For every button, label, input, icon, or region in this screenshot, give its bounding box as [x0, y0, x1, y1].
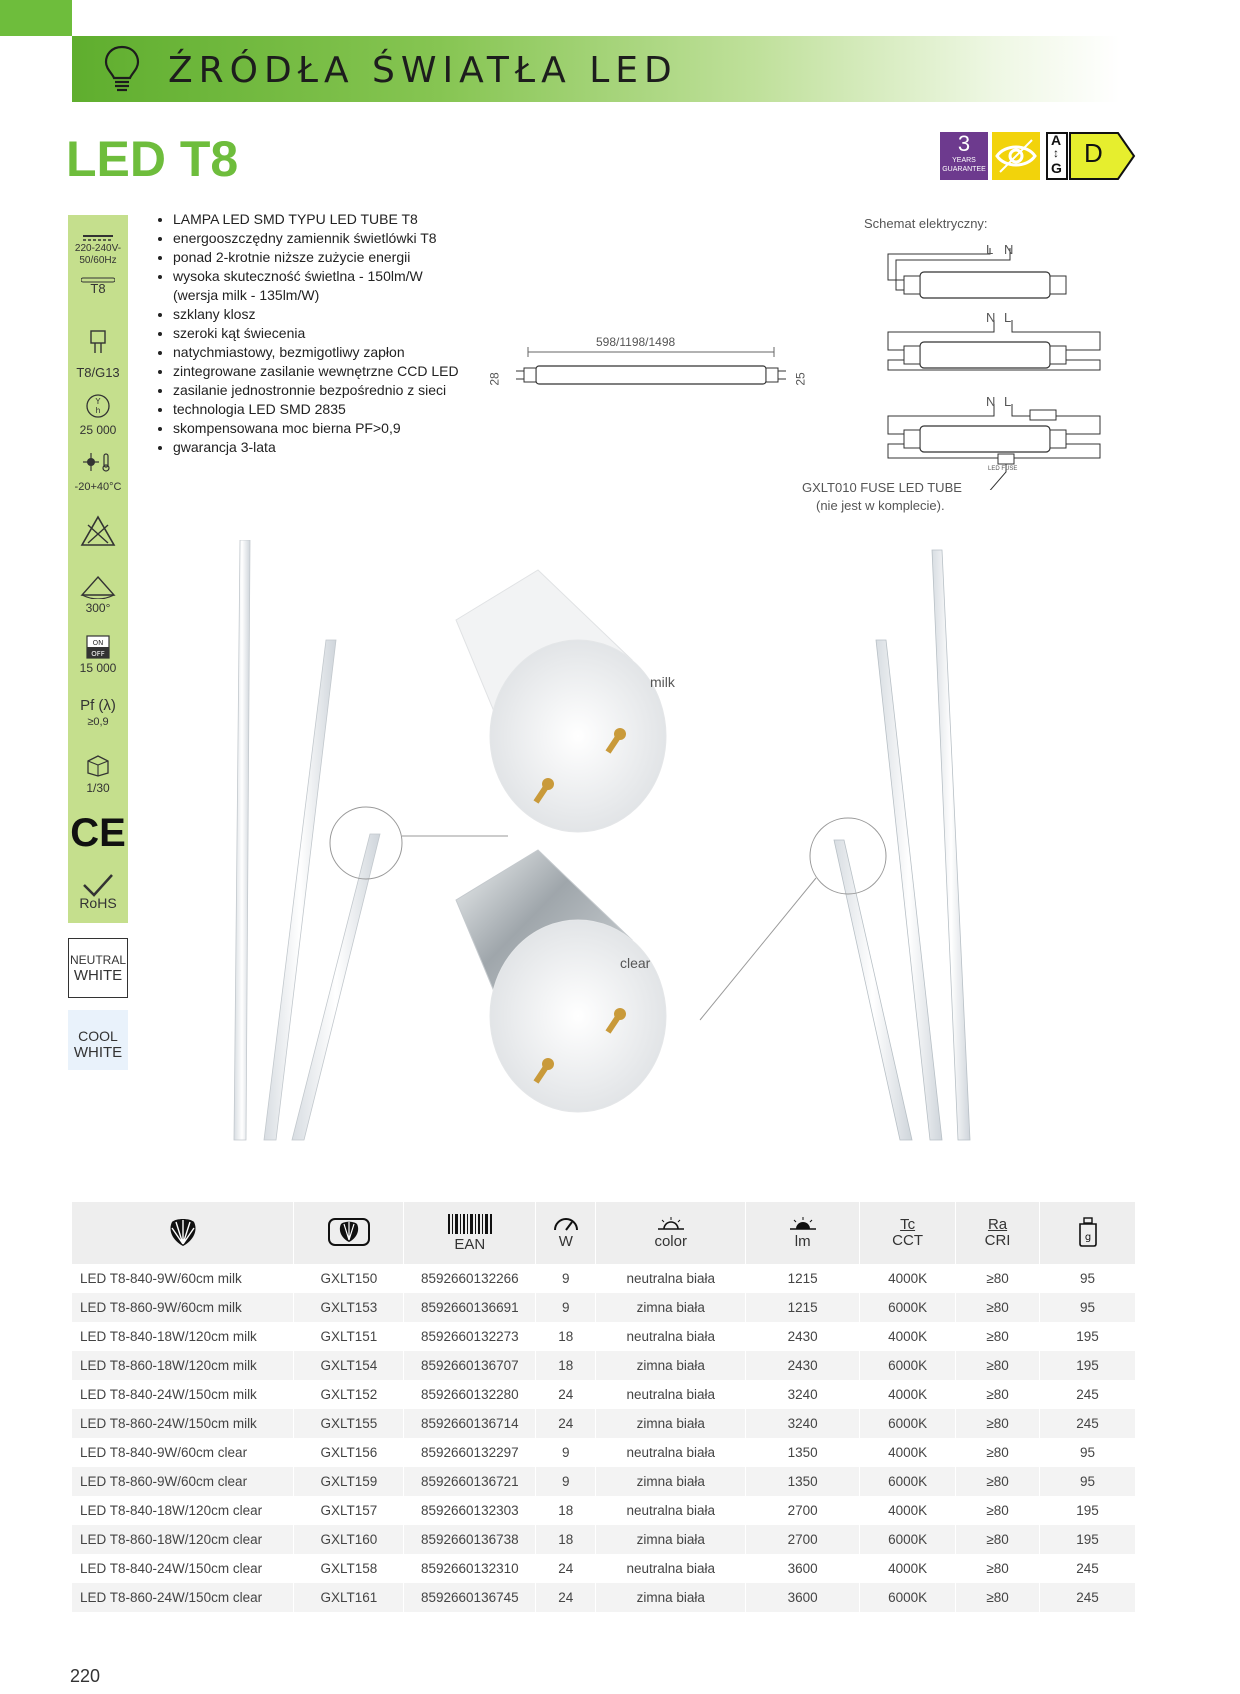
guarantee-text-years: YEARS: [952, 157, 976, 164]
cell-watt: 24: [536, 1583, 596, 1612]
cell-name: LED T8-840-9W/60cm milk: [72, 1264, 294, 1293]
cri-label: CRI: [984, 1232, 1011, 1249]
cell-code: GXLT156: [294, 1438, 404, 1467]
socket-icon: [68, 329, 128, 360]
cell-color: zimna biała: [596, 1525, 746, 1554]
energy-scale-arrow-icon: ↕: [1053, 146, 1059, 160]
cell-lumen: 2700: [746, 1496, 860, 1525]
feature-item: • gwarancja 3-lata: [173, 438, 459, 457]
cell-weight: 245: [1040, 1380, 1136, 1409]
spec-table: [72, 1202, 1136, 1612]
no-recycle-bin-icon: [68, 515, 128, 552]
cell-name: LED T8-840-9W/60cm clear: [72, 1438, 294, 1467]
cell-color: neutralna biała: [596, 1380, 746, 1409]
beam-angle: 300°: [85, 601, 111, 615]
feature-list: [155, 210, 459, 457]
cell-color: zimna biała: [596, 1467, 746, 1496]
cell-weight: 245: [1040, 1554, 1136, 1583]
cell-code: GXLT151: [294, 1322, 404, 1351]
cell-lumen: 3240: [746, 1409, 860, 1438]
cell-cri: ≥80: [956, 1351, 1040, 1380]
table-row: [72, 1554, 1136, 1583]
cell-name: LED T8-840-18W/120cm clear: [72, 1496, 294, 1525]
cell-cct: 6000K: [860, 1525, 956, 1554]
cell-lumen: 2700: [746, 1525, 860, 1554]
cool-label-2: WHITE: [73, 1044, 123, 1061]
schematic-title: Schemat elektryczny:: [864, 216, 988, 231]
eye-safety-badge: [992, 132, 1040, 180]
corner-accent: [0, 0, 72, 36]
socket-type: T8/G13: [76, 365, 120, 380]
cell-ean: 8592660136721: [404, 1467, 536, 1496]
cell-code: GXLT157: [294, 1496, 404, 1525]
schematic-n-3: N: [986, 394, 996, 409]
cell-ean: 8592660136714: [404, 1409, 536, 1438]
cell-lumen: 3600: [746, 1554, 860, 1583]
power-factor-label: Pf (λ): [80, 697, 116, 714]
table-row: [72, 1264, 1136, 1293]
cell-cct: 4000K: [860, 1322, 956, 1351]
cell-color: zimna biała: [596, 1409, 746, 1438]
header-cct: [860, 1202, 956, 1264]
cell-color: zimna biała: [596, 1351, 746, 1380]
cell-weight: 95: [1040, 1293, 1136, 1322]
package-icon: [68, 751, 128, 782]
cell-lumen: 3600: [746, 1583, 860, 1612]
cell-code: GXLT150: [294, 1264, 404, 1293]
cell-color: neutralna biała: [596, 1496, 746, 1525]
feature-item: • LAMPA LED SMD TYPU LED TUBE T8: [173, 210, 459, 229]
cell-ean: 8592660136738: [404, 1525, 536, 1554]
guarantee-text-guarantee: GUARANTEE: [942, 166, 986, 173]
operating-temperature: -20+40°C: [74, 481, 122, 493]
cell-name: LED T8-860-9W/60cm clear: [72, 1467, 294, 1496]
table-row: [72, 1583, 1136, 1612]
ra-label: Ra: [987, 1216, 1008, 1233]
cool-label-1: COOL: [78, 1028, 118, 1044]
table-row: [72, 1467, 1136, 1496]
cell-cri: ≥80: [956, 1293, 1040, 1322]
light-bulb-icon: [102, 44, 142, 94]
tube-photo: [264, 640, 336, 1140]
cell-watt: 9: [536, 1467, 596, 1496]
feature-item: • wysoka skuteczność świetlna - 150lm/W: [173, 267, 459, 286]
cell-code: GXLT153: [294, 1293, 404, 1322]
cell-name: LED T8-860-18W/120cm clear: [72, 1525, 294, 1554]
weight-unit: g: [1084, 1231, 1091, 1243]
package-code-icon: [327, 1216, 371, 1248]
fuse-label-2: (nie jest w komplecie).: [816, 498, 945, 513]
cell-watt: 24: [536, 1409, 596, 1438]
energy-class: D: [1084, 138, 1103, 168]
neutral-label-1: NEUTRAL: [69, 953, 126, 967]
cell-lumen: 1215: [746, 1264, 860, 1293]
header-weight: [1040, 1202, 1136, 1264]
cell-cri: ≥80: [956, 1409, 1040, 1438]
barcode-icon: [447, 1214, 493, 1234]
section-title: ŹRÓDŁA ŚWIATŁA LED: [168, 50, 678, 91]
cell-color: neutralna biała: [596, 1264, 746, 1293]
cell-lumen: 2430: [746, 1351, 860, 1380]
tc-label: Tc: [900, 1216, 916, 1233]
svg-text:h: h: [95, 406, 101, 415]
power-factor-value: ≥0,9: [87, 716, 109, 728]
cell-weight: 245: [1040, 1409, 1136, 1438]
header-watt: [536, 1202, 596, 1264]
header-code: [294, 1202, 404, 1264]
guarantee-years: 3: [957, 131, 971, 156]
cell-ean: 8592660132273: [404, 1322, 536, 1351]
cell-name: LED T8-860-18W/120cm milk: [72, 1351, 294, 1380]
ean-label: EAN: [454, 1235, 486, 1253]
light-color-icon: [656, 1217, 686, 1231]
tube-photo: [234, 540, 250, 1140]
cell-lumen: 1215: [746, 1293, 860, 1322]
cell-watt: 24: [536, 1554, 596, 1583]
cell-name: LED T8-840-18W/120cm milk: [72, 1322, 294, 1351]
cell-name: LED T8-840-24W/150cm clear: [72, 1554, 294, 1583]
cell-cri: ≥80: [956, 1438, 1040, 1467]
schematic-l-1: L: [986, 242, 994, 257]
cell-name: LED T8-860-24W/150cm milk: [72, 1409, 294, 1438]
table-row: [72, 1351, 1136, 1380]
cct-label: CCT: [892, 1232, 923, 1249]
cell-lumen: 1350: [746, 1438, 860, 1467]
switching-cycles: 15 000: [79, 661, 117, 675]
milk-caption: milk: [650, 674, 675, 690]
cell-ean: 8592660132310: [404, 1554, 536, 1583]
tube-diameter-right: 25: [793, 372, 808, 386]
table-row: [72, 1322, 1136, 1351]
energy-scale-top: A: [1051, 132, 1062, 148]
table-row: [72, 1380, 1136, 1409]
cell-watt: 24: [536, 1380, 596, 1409]
weight-icon: [1076, 1216, 1100, 1248]
feature-item: (wersja milk - 135lm/W): [173, 287, 320, 303]
cell-cct: 6000K: [860, 1467, 956, 1496]
schematic-l-3: L: [1004, 394, 1012, 409]
fuse-label-1: GXLT010 FUSE LED TUBE: [802, 480, 962, 495]
cell-weight: 95: [1040, 1438, 1136, 1467]
cell-cct: 4000K: [860, 1438, 956, 1467]
cell-watt: 18: [536, 1496, 596, 1525]
cell-ean: 8592660132266: [404, 1264, 536, 1293]
cell-cct: 6000K: [860, 1409, 956, 1438]
cell-ean: 8592660136691: [404, 1293, 536, 1322]
cell-name: LED T8-860-9W/60cm milk: [72, 1293, 294, 1322]
lifetime-hours: 25 000: [79, 423, 117, 437]
cell-ean: 8592660132280: [404, 1380, 536, 1409]
voltage-line-1: 220-240V-: [74, 243, 122, 254]
feature-item: • natychmiastowy, bezmigotliwy zapłon: [173, 343, 459, 362]
ce-mark: CE: [70, 811, 126, 855]
beam-angle-icon: [68, 575, 128, 604]
table-header-row: [72, 1202, 1136, 1264]
clear-caption: clear: [620, 955, 651, 971]
eye-icon: [992, 132, 1040, 180]
cell-code: GXLT154: [294, 1351, 404, 1380]
cell-cct: 6000K: [860, 1351, 956, 1380]
feature-item: • szklany klosz: [173, 305, 459, 324]
milk-end-cap: [490, 640, 666, 832]
table-row: [72, 1496, 1136, 1525]
voltage-line-2: 50/60Hz: [79, 255, 117, 266]
neutral-label-2: WHITE: [73, 967, 123, 984]
cell-name: LED T8-840-24W/150cm milk: [72, 1380, 294, 1409]
feature-item: • skompensowana moc bierna PF>0,9: [173, 419, 459, 438]
header-color: [596, 1202, 746, 1264]
schematic-n-2: N: [986, 310, 996, 325]
cell-weight: 245: [1040, 1583, 1136, 1612]
cell-cct: 6000K: [860, 1293, 956, 1322]
clear-end-cap: [490, 920, 666, 1112]
cell-weight: 195: [1040, 1496, 1136, 1525]
feature-item: • szeroki kąt świecenia: [173, 324, 459, 343]
cell-ean: 8592660136707: [404, 1351, 536, 1380]
cell-lumen: 2430: [746, 1322, 860, 1351]
color-label: color: [654, 1232, 687, 1250]
product-photos: [220, 540, 980, 1160]
lumen-label: lm: [794, 1232, 811, 1250]
electrical-schematic: [860, 210, 1130, 490]
table-row: [72, 1293, 1136, 1322]
guarantee-badge: [940, 132, 988, 180]
cell-cct: 4000K: [860, 1380, 956, 1409]
cool-white-box: [68, 1010, 128, 1070]
cell-ean: 8592660136745: [404, 1583, 536, 1612]
on-off-switch-icon: [68, 635, 128, 664]
fuse-tag: LED FUSE: [988, 466, 1018, 472]
cell-code: GXLT161: [294, 1583, 404, 1612]
header-product: [72, 1202, 294, 1264]
page-number: 220: [70, 1666, 101, 1686]
schematic-n-1: N: [1004, 242, 1014, 257]
cell-cri: ≥80: [956, 1264, 1040, 1293]
header-lumen: [746, 1202, 860, 1264]
shell-product-icon: [166, 1216, 200, 1248]
feature-item: • technologia LED SMD 2835: [173, 400, 459, 419]
feature-item: • zintegrowane zasilanie wewnętrzne CCD LED: [173, 362, 459, 381]
cell-weight: 195: [1040, 1322, 1136, 1351]
tube-length: 598/1198/1498: [596, 335, 676, 349]
table-row: [72, 1409, 1136, 1438]
cell-weight: 95: [1040, 1264, 1136, 1293]
cell-ean: 8592660132297: [404, 1438, 536, 1467]
packaging-units: 1/30: [86, 781, 110, 795]
cell-color: zimna biała: [596, 1293, 746, 1322]
cell-code: GXLT158: [294, 1554, 404, 1583]
schematic-l-2: L: [1004, 310, 1012, 325]
cell-watt: 9: [536, 1438, 596, 1467]
energy-scale-bottom: G: [1051, 160, 1062, 176]
svg-text:ON: ON: [92, 639, 104, 647]
cell-cct: 4000K: [860, 1554, 956, 1583]
cell-color: neutralna biała: [596, 1438, 746, 1467]
svg-text:Y: Y: [95, 397, 101, 406]
temperature-icon: [68, 451, 128, 478]
cell-cri: ≥80: [956, 1525, 1040, 1554]
cell-lumen: 3240: [746, 1380, 860, 1409]
table-row: [72, 1525, 1136, 1554]
feature-item: • energooszczędny zamiennik świetlówki T8: [173, 229, 459, 248]
rohs-label: RoHS: [79, 895, 117, 911]
cell-code: GXLT152: [294, 1380, 404, 1409]
cell-cri: ≥80: [956, 1496, 1040, 1525]
cell-cri: ≥80: [956, 1322, 1040, 1351]
cell-lumen: 1350: [746, 1467, 860, 1496]
cell-cri: ≥80: [956, 1554, 1040, 1583]
cell-color: neutralna biała: [596, 1322, 746, 1351]
cell-cri: ≥80: [956, 1467, 1040, 1496]
cell-cct: 6000K: [860, 1583, 956, 1612]
cell-watt: 18: [536, 1351, 596, 1380]
neutral-white-box: [68, 938, 128, 998]
cell-cct: 4000K: [860, 1264, 956, 1293]
feature-item: • ponad 2-krotnie niższe zużycie energii: [173, 248, 459, 267]
cell-code: GXLT155: [294, 1409, 404, 1438]
cell-cct: 4000K: [860, 1496, 956, 1525]
table-row: [72, 1438, 1136, 1467]
watt-label: W: [558, 1232, 573, 1250]
tube-photo: [932, 550, 970, 1140]
cell-cri: ≥80: [956, 1583, 1040, 1612]
cell-color: neutralna biała: [596, 1554, 746, 1583]
cell-cri: ≥80: [956, 1380, 1040, 1409]
luminous-flux-icon: [788, 1217, 818, 1231]
cell-ean: 8592660132303: [404, 1496, 536, 1525]
feature-item: • zasilanie jednostronnie bezpośrednio z sieci: [173, 381, 459, 400]
header-cri: [956, 1202, 1040, 1264]
tube-type: T8: [90, 281, 106, 296]
tube-diameter-left: 28: [487, 372, 502, 386]
svg-text:OFF: OFF: [91, 650, 105, 658]
cell-watt: 9: [536, 1264, 596, 1293]
cell-watt: 18: [536, 1322, 596, 1351]
power-gauge-icon: [552, 1217, 580, 1231]
lifetime-clock-icon: [68, 393, 128, 424]
cell-watt: 18: [536, 1525, 596, 1554]
cell-code: GXLT160: [294, 1525, 404, 1554]
spec-sidebar: [68, 215, 128, 923]
cell-code: GXLT159: [294, 1467, 404, 1496]
cell-weight: 195: [1040, 1525, 1136, 1554]
cell-weight: 195: [1040, 1351, 1136, 1380]
product-title: LED T8: [66, 131, 239, 187]
cell-name: LED T8-860-24W/150cm clear: [72, 1583, 294, 1612]
cell-watt: 9: [536, 1293, 596, 1322]
cell-color: zimna biała: [596, 1583, 746, 1612]
cell-weight: 95: [1040, 1467, 1136, 1496]
header-ean: [404, 1202, 536, 1264]
